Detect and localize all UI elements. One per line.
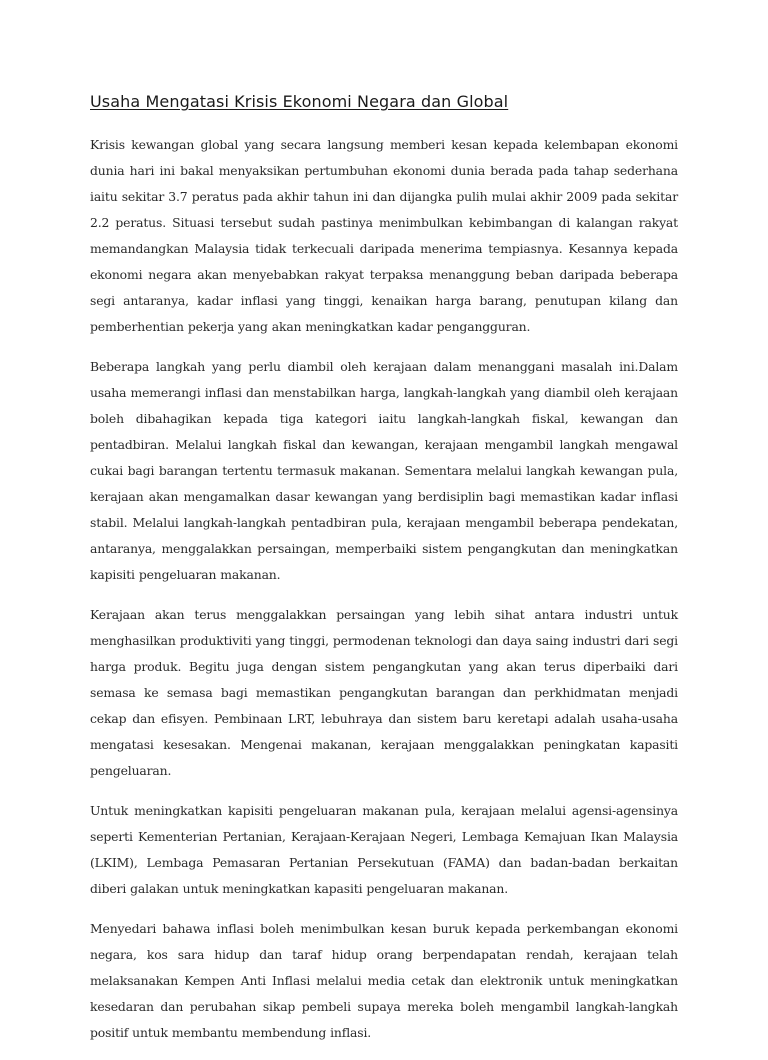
document-title: Usaha Mengatasi Krisis Ekonomi Negara dan Global <box>90 92 509 111</box>
paragraph-1: Krisis kewangan global yang secara langsung memberi kesan kepada kelembapan ekonomi dunia hari ini bakal menyaksikan pertumbuhan ekonomi dunia berada pada tahap sederhana iaitu sekitar 3.7 peratus pada akhir tahun ini dan dijangka pulih mulai akhir 2009 pada sekitar 2.2 peratus. Situasi tersebut sudah pastinya menimbulkan kebimbangan di kalangan rakyat memandangkan Malaysia tidak terkecuali daripada menerima tempiasnya. Kesannya kepada ekonomi negara akan menyebabkan rakyat terpaksa menanggung beban daripada beberapa segi antaranya, kadar inflasi yang tinggi, kenaikan harga barang, penutupan kilang dan pemberhentian pekerja yang akan meningkatkan kadar pengangguran. <box>90 137 678 334</box>
paragraph-2: Beberapa langkah yang perlu diambil oleh kerajaan dalam menanggani masalah ini.Dalam usaha memerangi inflasi dan menstabilkan harga, langkah-langkah yang diambil oleh kerajaan boleh dibahagikan kepada tiga kategori iaitu langkah-langkah fiskal, kewangan dan pentadbiran. Melalui langkah fiskal dan kewangan, kerajaan mengambil langkah mengawal cukai bagi barangan tertentu termasuk makanan. Sementara melalui langkah kewangan pula, kerajaan akan mengamalkan dasar kewangan yang berdisiplin bagi memastikan kadar inflasi stabil. Melalui langkah-langkah pentadbiran pula, kerajaan mengambil beberapa pendekatan, antaranya, menggalakkan persaingan, memperbaiki sistem pengangkutan dan meningkatkan kapisiti pengeluaran makanan. <box>90 359 678 582</box>
paragraph-4: Untuk meningkatkan kapisiti pengeluaran makanan pula, kerajaan melalui agensi-agensinya seperti Kementerian Pertanian, Kerajaan-Kerajaan Negeri, Lembaga Kemajuan Ikan Malaysia (LKIM), Lembaga Pemasaran Pertanian Persekutuan (FAMA) dan badan-badan berkaitan diberi galakan untuk meningkatkan kapasiti pengeluaran makanan. <box>90 803 678 896</box>
paragraph-5: Menyedari bahawa inflasi boleh menimbulkan kesan buruk kepada perkembangan ekonomi negara, kos sara hidup dan taraf hidup orang berpendapatan rendah, kerajaan telah melaksanakan Kempen Anti Inflasi melalui media cetak dan elektronik untuk meningkatkan kesedaran dan perubahan sikap pembeli supaya mereka boleh mengambil langkah-langkah positif untuk membantu membendung inflasi. <box>90 921 678 1040</box>
document-page <box>90 90 678 1060</box>
paragraph-3: Kerajaan akan terus menggalakkan persaingan yang lebih sihat antara industri untuk menghasilkan produktiviti yang tinggi, permodenan teknologi dan daya saing industri dari segi harga produk. Begitu juga dengan sistem pengangkutan yang akan terus diperbaiki dari semasa ke semasa bagi memastikan pengangkutan barangan dan perkhidmatan menjadi cekap dan efisyen. Pembinaan LRT, lebuhraya dan sistem baru keretapi adalah usaha-usaha mengatasi kesesakan. Mengenai makanan, kerajaan menggalakkan peningkatan kapasiti pengeluaran. <box>90 607 678 778</box>
